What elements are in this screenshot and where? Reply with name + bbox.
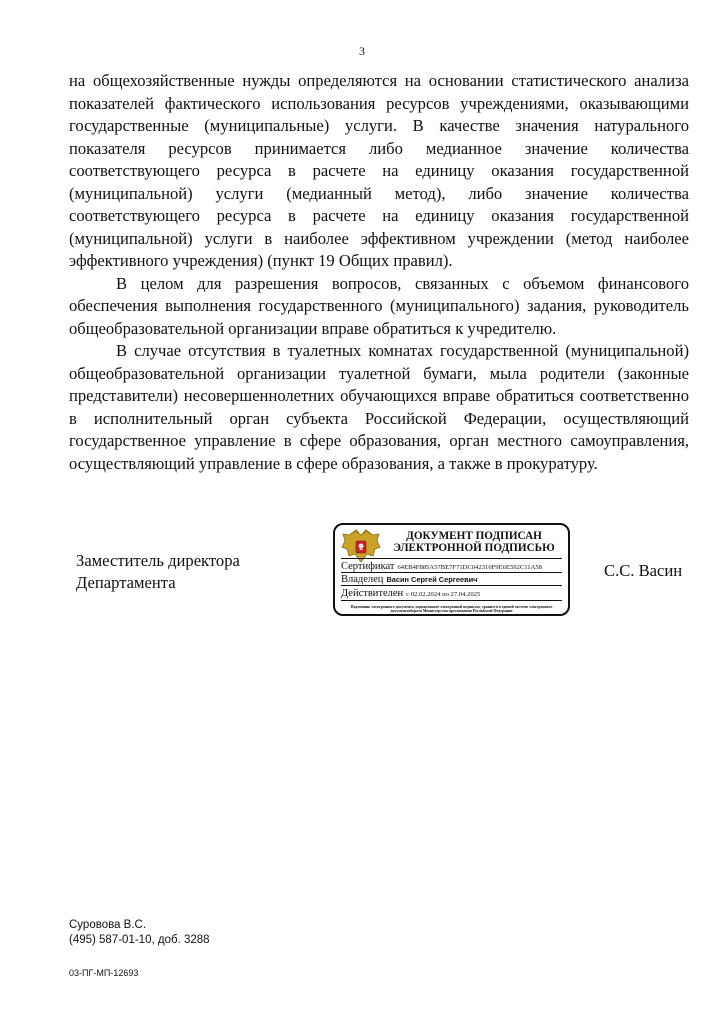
executor-name: Суровова В.С. xyxy=(69,919,147,931)
stamp-owner xyxy=(341,574,477,585)
signer-name: С.С. Васин xyxy=(604,561,683,580)
stamp-certificate-label: Сертификат xyxy=(341,561,395,572)
stamp-heading-line: ДОКУМЕНТ ПОДПИСАН xyxy=(406,530,542,542)
stamp-validity-label: Действителен xyxy=(341,588,404,599)
signer-position xyxy=(76,550,240,594)
stamp-owner-label: Владелец xyxy=(341,574,384,585)
stamp-heading-line: ЭЛЕКТРОННОЙ ПОДПИСЬЮ xyxy=(393,542,555,554)
executor-info xyxy=(69,918,210,948)
stamp-validity-value: с 02.02.2024 по 27.04.2025 xyxy=(406,591,481,598)
page-number: 3 xyxy=(359,44,365,58)
letter-body xyxy=(69,70,689,475)
stamp-owner-value: Васин Сергей Сергеевич xyxy=(386,575,478,584)
signer-position-line: Департамента xyxy=(76,573,176,592)
paragraph: на общехозяйственные нужды определяются на основании статистического анализа показателей фактического использования ресурсов учреждениями, оказывающими государственные (муниципальные) услуги. В качестве значения натурального показателя ресурсов принимается либо медианное значение количества соответствующего ресурса в расчете на единицу оказания государственной (муниципальной) услуги (медианный метод), либо значение количества соответствующего ресурса в расчете на единицу оказания государственной (муниципальной) услуги в наиболее эффективном учреждении (метод наиболее эффективного учреждения) (пункт 19 Общих правил). xyxy=(69,71,689,270)
stamp-note: Подлинник электронного документа, подписанного электронной подписью, хранится в единой системе электронного документооборота Министерства просвещения Российской Федерации xyxy=(350,605,553,614)
paragraph: В целом для разрешения вопросов, связанных с объемом финансового обеспечения выполнения государственного (муниципального) задания, руководитель общеобразовательной организации вправе обратиться к учредителю. xyxy=(69,273,689,338)
document-code: 03-ПГ-МП-12693 xyxy=(69,968,139,978)
electronic-signature-stamp xyxy=(333,523,570,616)
executor-phone: (495) 587-01-10, доб. 3288 xyxy=(69,934,210,946)
signer-position-line: Заместитель директора xyxy=(76,551,240,570)
paragraph: В случае отсутствия в туалетных комнатах государственной (муниципальной) общеобразовательной организации туалетной бумаги, мыла родители (законные представители) несовершеннолетних обучающихся вправе обратиться соответственно в исполнительный орган субъекта Российской Федерации, осуществляющий государственное управление в сфере образования, орган местного самоуправления, осуществляющий управление в сфере образования, а также в прокуратуру. xyxy=(69,341,689,473)
stamp-certificate-value: 64EB4F885A57BE7F71DC042316F9E6E592C11A58 xyxy=(397,564,542,571)
stamp-validity xyxy=(341,588,480,600)
